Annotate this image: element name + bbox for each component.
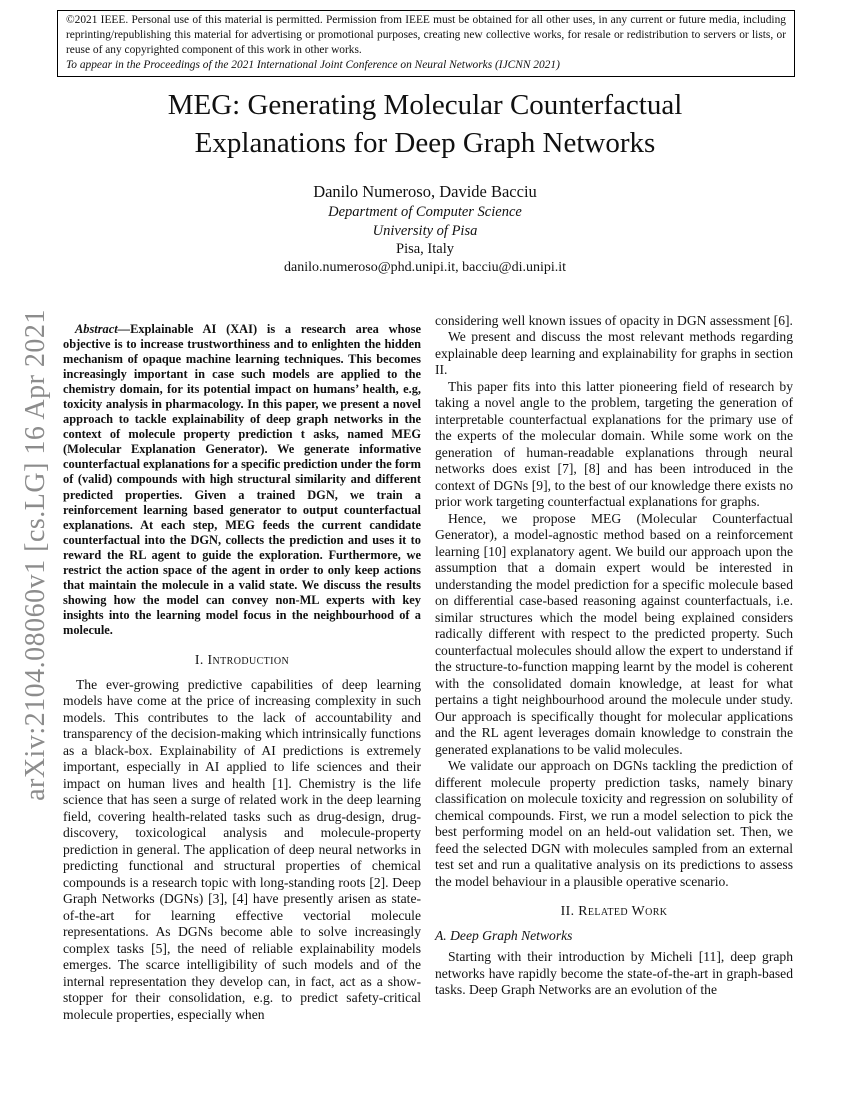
section-heading-related-work: II. Related Work (560, 903, 668, 919)
section-heading-introduction: I. Introduction (194, 651, 290, 667)
two-column-body (63, 313, 795, 1023)
paragraph-paper-positioning: This paper fits into this latter pioneering field of research by taking a novel angle to the problem, targeting the generation of interpretable counterfactual explanations for the primary use of the experts of the molecular domain. While some work on the generation of human-readable explanations through neural networks does exist [7], [8] and has been introduced in the context of DGNs [9], to the best of our knowledge there exists no prior work targeting counterfactual explanations for graphs. (435, 378, 793, 510)
paragraph-validation: We validate our approach on DGNs tackling the prediction of different molecule property prediction tasks, namely binary classification on molecule toxicity and regression on solubility of chemical compounds. First, we run a model selection to pick the best performing model on an held-out validation set. Then, we feed the selected DGN with molecules sampled from an external test set and run a qualitative analysis on its predictions to assess the model behaviour in a plausible operative scenario. (435, 758, 793, 889)
subsection-heading-deep-graph-networks: A. Deep Graph Networks (435, 928, 573, 944)
affiliation-university: University of Pisa (372, 222, 478, 239)
paper-title-line-1: MEG: Generating Molecular Counterfactual (167, 88, 683, 121)
paragraph-methods-overview: We present and discuss the most relevant methods regarding explainable deep learning and explainability for graphs in section II. (435, 329, 793, 378)
right-column (435, 313, 793, 1023)
author-block (0, 181, 850, 277)
abstract-text: Explainable AI (XAI) is a research area whose objective is to increase trustworthiness and to enlighten the hidden mechanism of opaque machine learning techniques. This becomes increasingly important in case such models are applied to the chemistry domain, for its potential impact on humans’ health, e.g, toxicity analysis in pharmacology. In this paper, we present a novel approach to tackle explainability of deep graph networks in the context of molecule property prediction t asks, named MEG (Molecular Explanation Generator). We generate informative counterfactual explanations for a specific prediction under the form of (valid) compounds with high structural similarity and different predicted properties. Given a trained DGN, we train a reinforcement learning based generator to output counterfactual explanations. At each step, MEG feeds the current candidate counterfactual into the DGN, collects the prediction and uses it to reward the RL agent to guide the exploration. Furthermore, we restrict the action space of the agent in order to only keep actions that maintain the molecule in a valid state. We discuss the results showing how the model can convey non-ML experts with key insights into the learning model focus in the neighbourhood of a molecule. (63, 321, 421, 638)
affiliation-city: Pisa, Italy (396, 241, 454, 258)
paragraph-meg-proposal: Hence, we propose MEG (Molecular Counterfactual Generator), a model-agnostic method based on a reinforcement learning [10] explanatory agent. We build our approach upon the assumption that a domain expert would be interested in understanding the model prediction for a specific molecule based on differential case-based reasoning against counterfactuals, i.e. similar structures which the model being explained considers radically different with respect to the predicted property. Such counterfactual molecules should allow the expert to understand if the structure-to-function mapping learnt by the model is coherent with the consolidated domain knowledge, at least for what pertains a tight neighbourhood around the molecule under study. Our approach is specifically thought for molecular applications and the RL agent leverages domain knowledge to constrain the generated explanations to be valid molecules. (435, 510, 793, 757)
abstract-label: Abstract— (75, 321, 131, 336)
intro-paragraph: The ever-growing predictive capabilities of deep learning models have come at the price of increasing complexity in such models. This contributes to the lack of accountability and transparency of the decision-making which intrinsically functions as a black-box. Explainability of AI predictions is extremely important, especially in AI applied to life sciences and their impact on human lives and health [1]. Chemistry is the life science that has seen a surge of related work in the deep learning field, covering health-related tasks such as drug-design, drug-discovery, toxicological analysis and molecule-property prediction in general. The application of deep neural networks in predicting functional and structural properties of chemical compounds is a research topic with long-standing roots [2]. Deep Graph Networks (DGNs) [3], [4] have presently arisen as state-of-the-art for learning effective vectorial molecule representations. As DGNs become able to solve increasingly complex tasks [5], the need of reliable explainability models emerges. The scarce intelligibility of such models and of the internal representation they develop can, in fact, act as a show-stopper for their consolidation, e.g. to predict safety-critical molecule properties, especially when (63, 676, 421, 1022)
paper-title (0, 86, 850, 162)
to-appear-note: To appear in the Proceedings of the 2021 International Joint Conference on Neural Networks (IJCNN 2021) (66, 58, 560, 71)
arxiv-watermark: arXiv:2104.08060v1 [cs.LG] 16 Apr 2021 (20, 309, 51, 801)
related-work-paragraph: Starting with their introduction by Micheli [11], deep graph networks have rapidly become the state-of-the-art in graph-based tasks. Deep Graph Networks are an evolution of the (435, 949, 793, 998)
paper-title-line-2: Explanations for Deep Graph Networks (194, 126, 656, 159)
intro-paragraph-continued: considering well known issues of opacity in DGN assessment [6]. (435, 312, 793, 328)
copyright-text: ©2021 IEEE. Personal use of this material is permitted. Permission from IEEE must be obtained for all other uses, in any current or future media, including reprinting/republishing this material for advertising or promotional purposes, creating new collective works, for resale or redistribution to servers or lists, or reuse of any copyrighted component of this work in other works. (66, 14, 786, 56)
left-column (63, 313, 421, 1023)
author-names: Danilo Numeroso, Davide Bacciu (313, 182, 537, 202)
affiliation-department: Department of Computer Science (328, 204, 522, 221)
author-emails: danilo.numeroso@phd.unipi.it, bacciu@di.unipi.it (283, 259, 567, 275)
abstract-paragraph (63, 322, 421, 639)
copyright-notice (57, 10, 795, 77)
